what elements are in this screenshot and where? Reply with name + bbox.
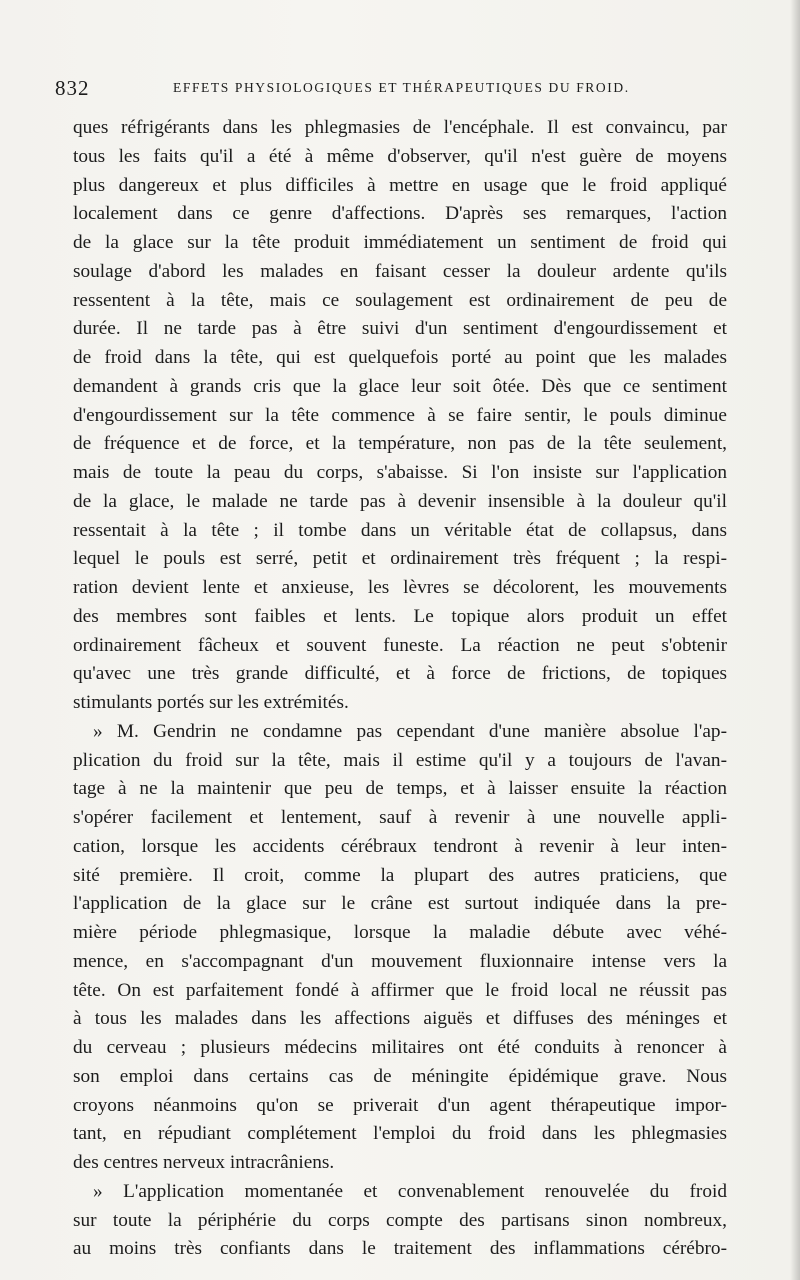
text-line: mence, en s'accompagnant d'un mouvement fluxionnaire intense vers la (73, 950, 727, 972)
text-line: mière période phlegmasique, lorsque la maladie débute avec véhé- (73, 922, 727, 943)
text-line: plication du froid sur la tête, mais il estime qu'il y a toujours de l'avan- (73, 749, 727, 771)
text-line: ques réfrigérants dans les phlegmasies de l'encéphale. Il est convaincu, par (73, 117, 727, 138)
text-line: cation, lorsque les accidents cérébraux tendront à revenir à leur inten- (73, 835, 727, 857)
text-line: croyons néanmoins qu'on se priverait d'un agent thérapeutique impor- (73, 1094, 727, 1116)
text-line: mais de toute la peau du corps, s'abaisse. Si l'on insiste sur l'application (73, 462, 727, 483)
text-line: ressentent à la tête, mais ce soulagement est ordinairement de peu de (73, 289, 727, 311)
text-line: tête. On est parfaitement fondé à affirmer que le froid local ne réussit pas (73, 979, 727, 1001)
page-number: 832 (55, 76, 90, 100)
text-line: » L'application momentanée et convenablement renouvelée du froid (93, 1180, 727, 1202)
text-line: demandent à grands cris que la glace leur soit ôtée. Dès que ce sentiment (73, 375, 727, 397)
text-line: au moins très confiants dans le traitement des inflammations cérébro- (73, 1238, 727, 1260)
text-line: durée. Il ne tarde pas à être suivi d'un sentiment d'engourdissement et (73, 318, 727, 340)
text-line: l'application de la glace sur le crâne est surtout indiquée dans la pre- (73, 893, 727, 915)
text-line: de la glace, le malade ne tarde pas à devenir insensible à la douleur qu'il (73, 490, 727, 512)
text-line: » M. Gendrin ne condamne pas cependant d'une manière absolue l'ap- (93, 720, 727, 742)
text-line: de la glace sur la tête produit immédiatement un sentiment de froid qui (73, 232, 727, 253)
text-line: qu'avec une très grande difficulté, et à force de frictions, de topiques (73, 663, 727, 685)
text-line: du cerveau ; plusieurs médecins militaires ont été conduits à renoncer à (73, 1037, 727, 1058)
text-line: son emploi dans certains cas de méningite épidémique grave. Nous (73, 1065, 727, 1087)
body-text (73, 114, 727, 1264)
running-head: EFFETS PHYSIOLOGIQUES ET THÉRAPEUTIQUES DU FROID. (173, 80, 630, 95)
text-line: tous les faits qu'il a été à même d'observer, qu'il n'est guère de moyens (73, 145, 727, 167)
text-line: sur toute la périphérie du corps compte des partisans sinon nombreux, (73, 1209, 727, 1231)
text-line: de fréquence et de force, et la température, non pas de la tête seulement, (73, 433, 727, 455)
text-line: ordinairement fâcheux et souvent funeste. La réaction ne peut s'obtenir (73, 634, 727, 656)
page-edge-shadow (790, 0, 800, 1280)
text-line: des membres sont faibles et lents. Le topique alors produit un effet (73, 605, 727, 627)
text-line: des centres nerveux intracrâniens. (73, 1152, 335, 1173)
text-line: soulage d'abord les malades en faisant cesser la douleur ardente qu'ils (73, 260, 727, 282)
text-line: localement dans ce genre d'affections. D'après ses remarques, l'action (73, 203, 727, 225)
text-line: de froid dans la tête, qui est quelquefois porté au point que les malades (73, 347, 727, 368)
text-line: lequel le pouls est serré, petit et ordinairement très fréquent ; la respi- (73, 548, 727, 570)
text-line: tage à ne la maintenir que peu de temps, et à laisser ensuite la réaction (73, 778, 727, 800)
text-line: plus dangereux et plus difficiles à mettre en usage que le froid appliqué (73, 174, 727, 196)
text-line: d'engourdissement sur la tête commence à se faire sentir, le pouls diminue (73, 404, 727, 426)
text-line: s'opérer facilement et lentement, sauf à revenir à une nouvelle appli- (73, 807, 727, 828)
text-line: sité première. Il croit, comme la plupart des autres praticiens, que (73, 864, 727, 886)
text-line: tant, en répudiant complétement l'emploi du froid dans les phlegmasies (73, 1123, 727, 1145)
text-line: ressentait à la tête ; il tombe dans un véritable état de collapsus, dans (73, 519, 727, 541)
text-line: à tous les malades dans les affections aiguës et diffuses des méninges et (73, 1008, 727, 1030)
text-line: stimulants portés sur les extrémités. (73, 692, 349, 713)
page-header (55, 76, 745, 106)
text-line: ration devient lente et anxieuse, les lèvres se décolorent, les mouvements (73, 577, 727, 598)
